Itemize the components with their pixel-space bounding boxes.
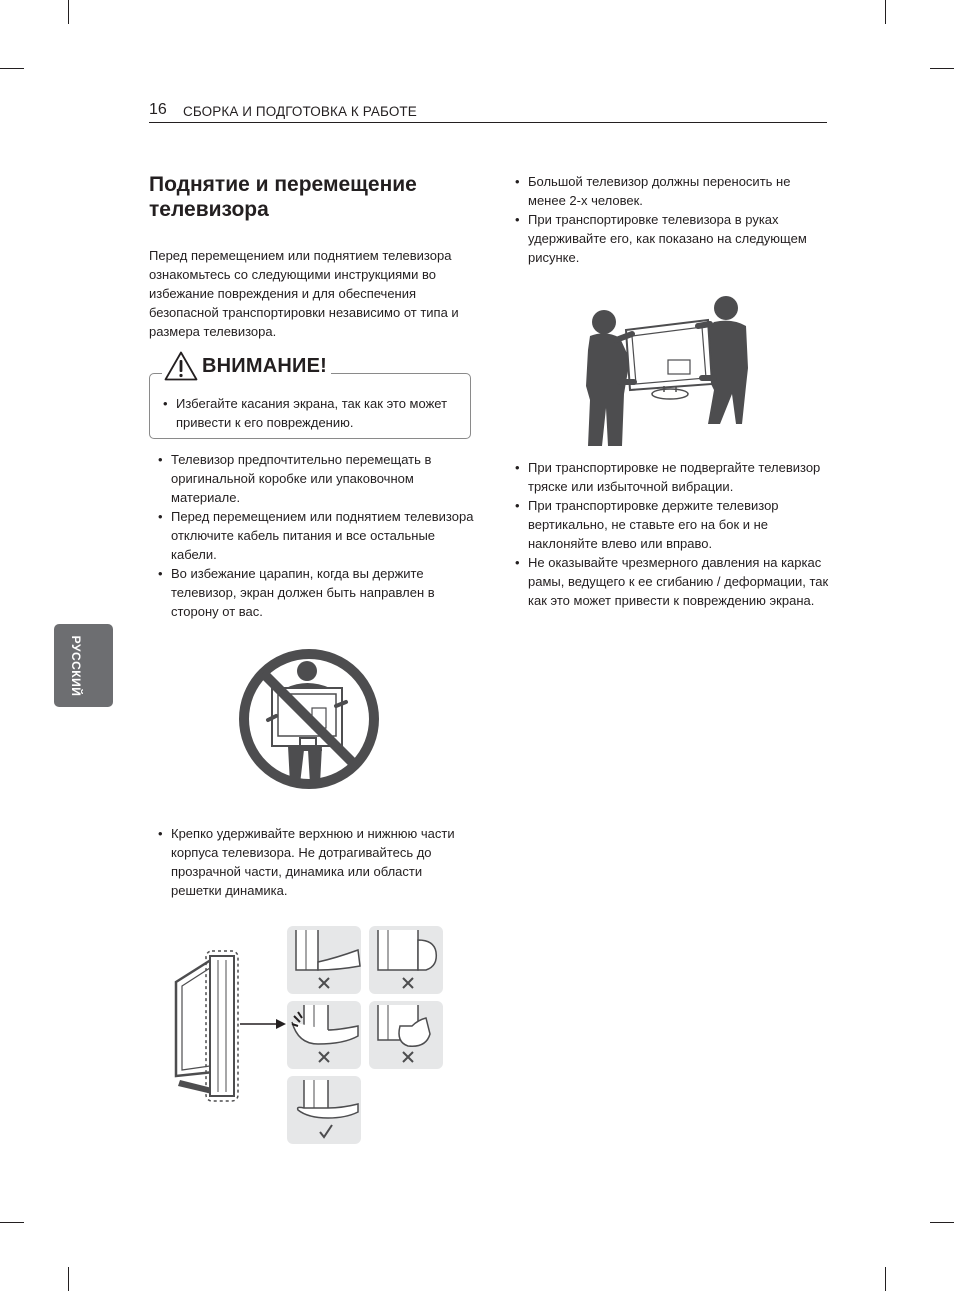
page-number: 16 xyxy=(149,101,167,118)
caution-box xyxy=(149,354,471,439)
page-title: Поднятие и перемещение телевизора xyxy=(149,173,417,221)
list-item: • Большой телевизор должны переносить не менее 2-х человек. xyxy=(506,172,831,210)
language-tab-label: РУССКИЙ xyxy=(69,635,83,697)
list-item: • Телевизор предпочтительно перемещать в оригинальной коробке или упаковочном материале. xyxy=(149,450,474,507)
grip-panel-wrong xyxy=(287,926,361,994)
grip-panel-wrong xyxy=(369,926,443,994)
language-tab xyxy=(54,624,113,707)
right-bullet-list-top xyxy=(506,172,831,267)
list-item: • При транспортировке телевизора в руках удерживайте его, как показано на следующем рисунке. xyxy=(506,210,831,267)
list-item: • Во избежание царапин, когда вы держите телевизор, экран должен быть направлен в сторону от вас. xyxy=(149,564,474,621)
grip-bullet-list xyxy=(149,824,474,900)
right-bullet-list-bottom xyxy=(506,458,831,610)
crop-mark xyxy=(930,1222,954,1223)
caution-title: ВНИМАНИЕ! xyxy=(202,354,327,377)
prohibited-carry-illustration xyxy=(234,646,384,792)
grip-panel-wrong xyxy=(369,1001,443,1069)
grip-panel-correct xyxy=(287,1076,361,1144)
warning-triangle-icon xyxy=(164,351,198,381)
intro-paragraph: Перед перемещением или поднятием телевизора ознакомьтесь со следующими инструкциями во избежание повреждения и для обеспечения безопасной транспортировки независимо от типа и размера телевизора. xyxy=(149,248,459,339)
crop-mark xyxy=(885,1267,886,1291)
list-item: • Перед перемещением или поднятием телевизора отключите кабель питания и все остальные кабели. xyxy=(149,507,474,564)
left-bullet-list xyxy=(149,450,474,621)
section-title: СБОРКА И ПОДГОТОВКА К РАБОТЕ xyxy=(183,104,417,119)
crop-mark xyxy=(930,68,954,69)
crop-mark xyxy=(68,0,69,24)
list-item: • При транспортировке держите телевизор вертикально, не ставьте его на бок и не наклоняйте влево или вправо. xyxy=(506,496,831,553)
page-header xyxy=(149,100,827,123)
list-item: • При транспортировке не подвергайте телевизор тряске или избыточной вибрации. xyxy=(506,458,831,496)
crop-mark xyxy=(885,0,886,24)
caution-list xyxy=(154,394,454,432)
list-item: • Крепко удерживайте верхнюю и нижнюю части корпуса телевизора. Не дотрагивайтесь до прозрачной части, динамика или области решетки динамика. xyxy=(149,824,474,900)
caution-header xyxy=(162,350,331,382)
crop-mark xyxy=(0,68,24,69)
crop-mark xyxy=(68,1267,69,1291)
crop-mark xyxy=(0,1222,24,1223)
tv-grip-diagram xyxy=(168,922,448,1148)
two-person-carry-illustration xyxy=(586,290,750,448)
list-item: • Избегайте касания экрана, так как это может привести к его повреждению. xyxy=(154,394,454,432)
list-item: • Не оказывайте чрезмерного давления на каркас рамы, ведущего к ее сгибанию / деформации, так как это может привести к повреждению экрана. xyxy=(506,553,831,610)
grip-panel-wrong xyxy=(287,1001,361,1069)
